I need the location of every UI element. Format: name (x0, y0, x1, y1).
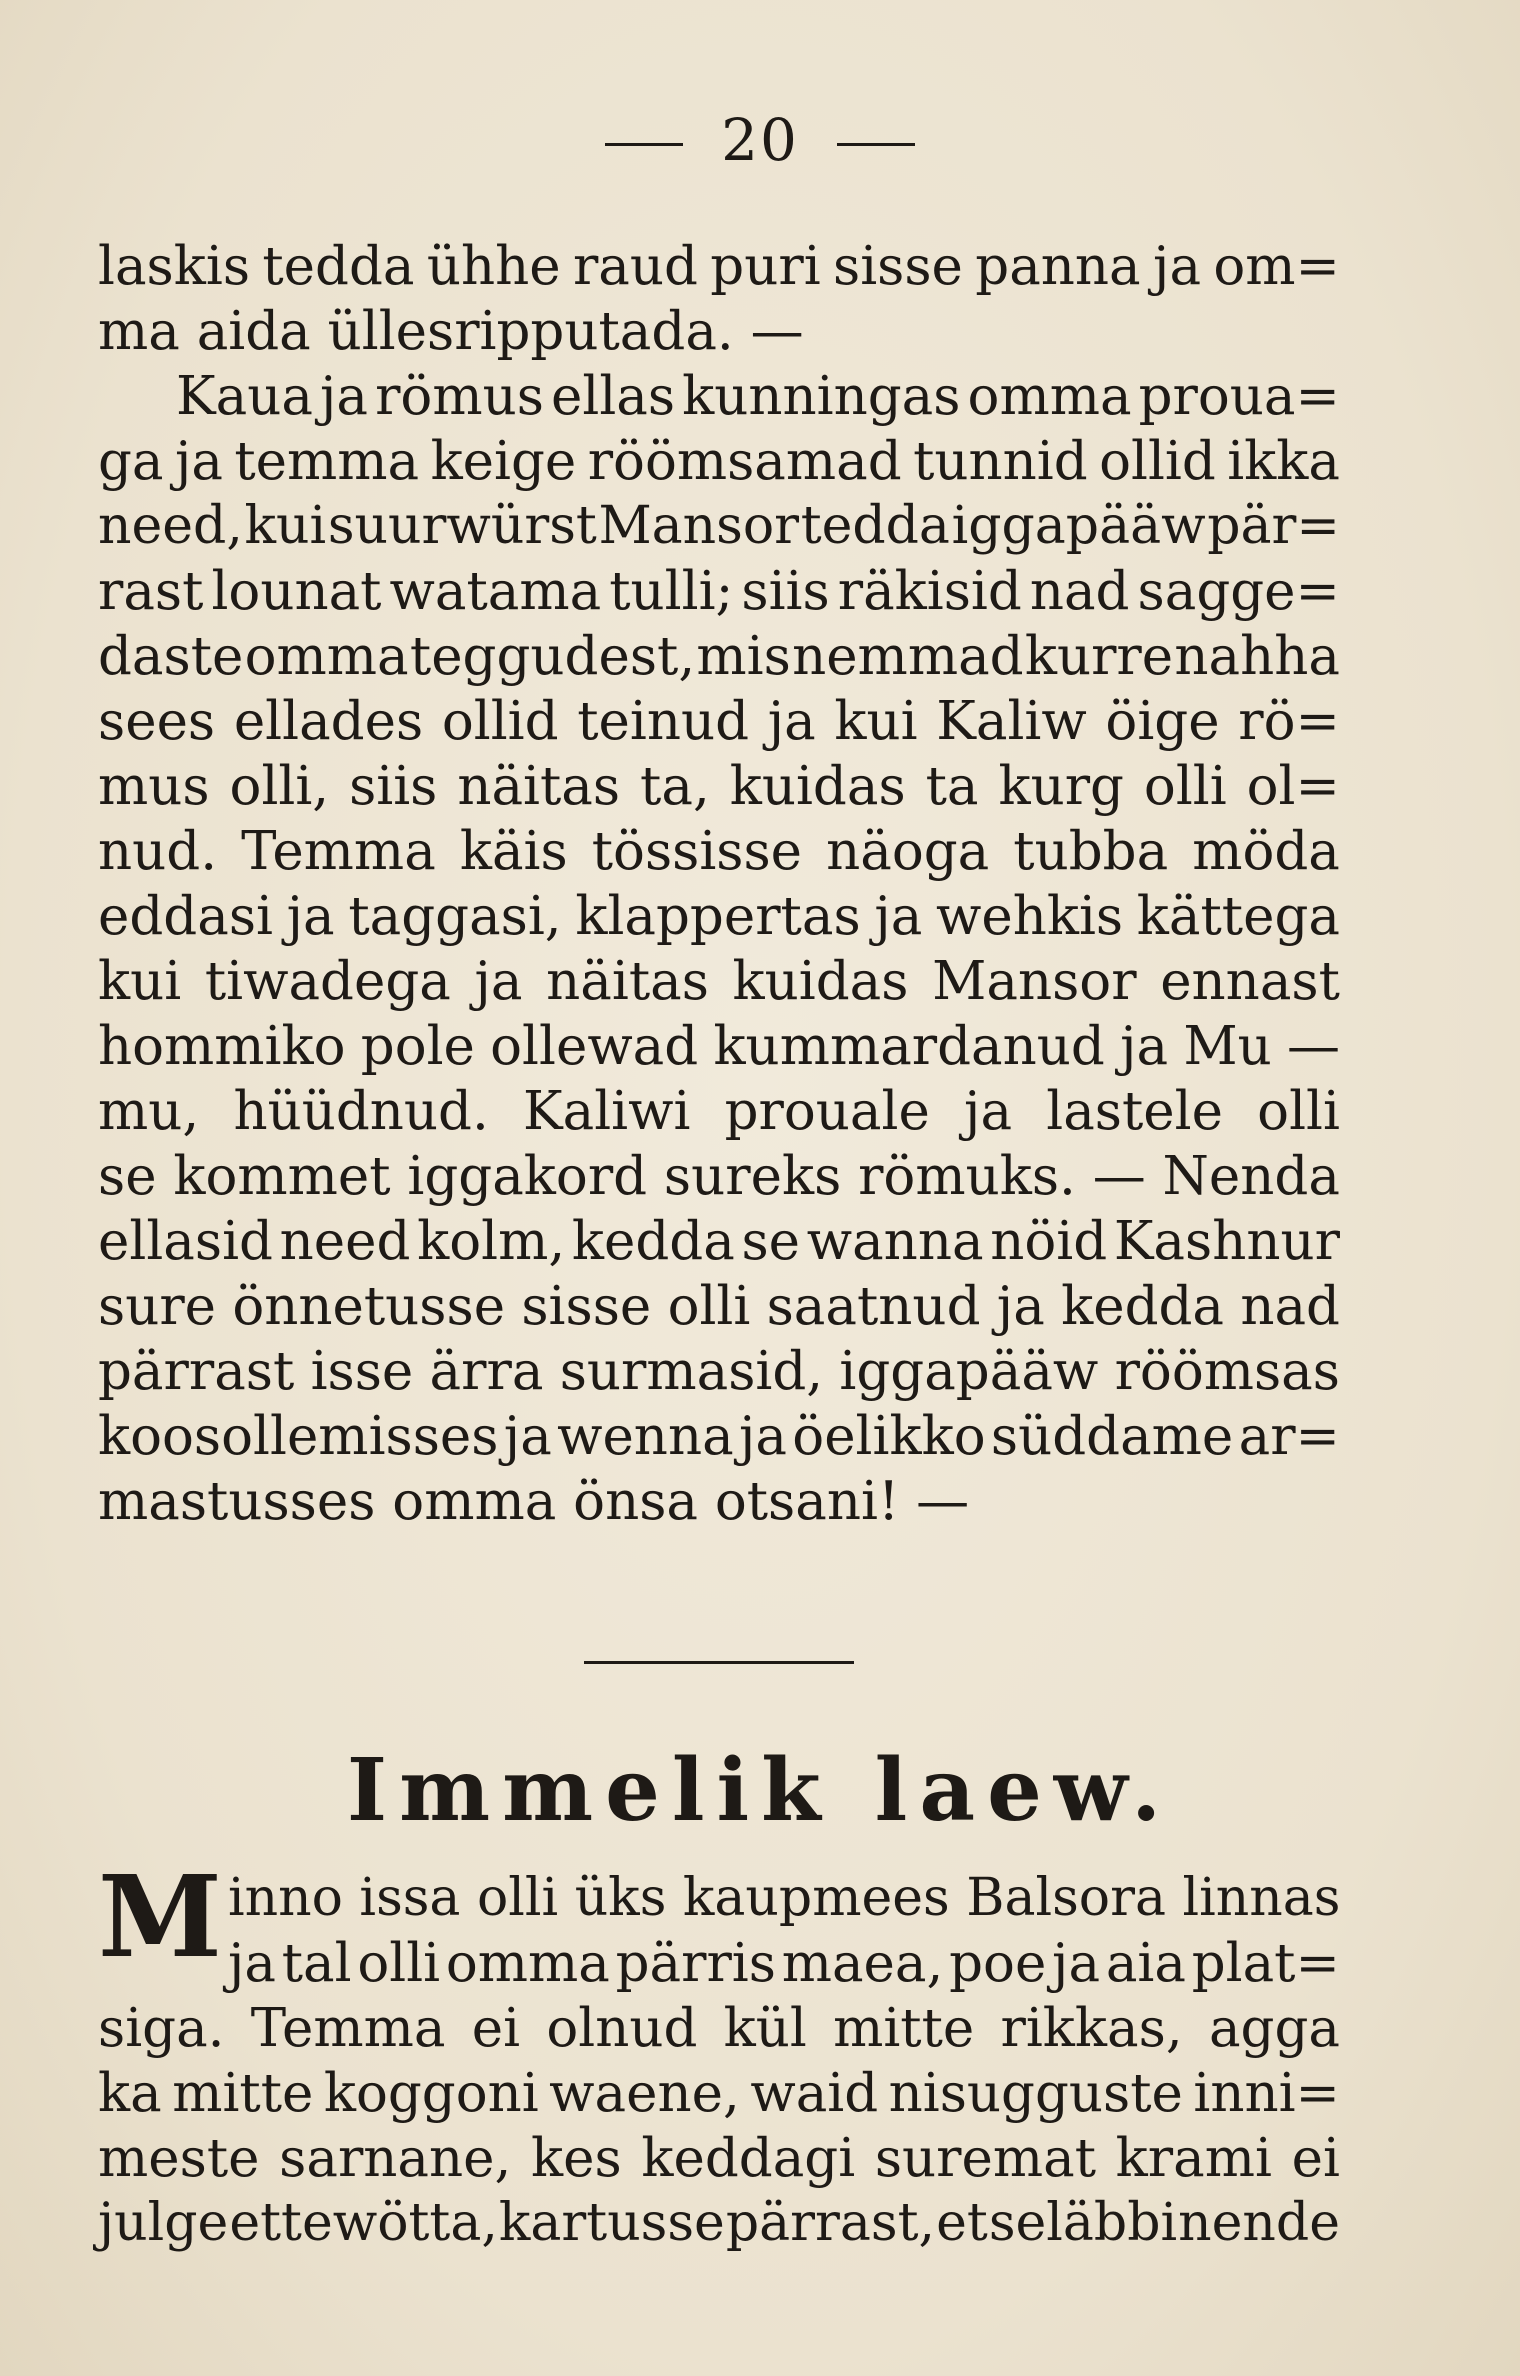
text-line: mu, hüüdnud. Kaliwi prouale ja lastele olli (98, 1081, 1340, 1142)
text-line: inno issa olli üks kaupmees Balsora linnas (227, 1868, 1341, 1928)
text-line: need, kui suurwürst Mansor tedda iggapääw pär= (98, 496, 1340, 556)
left-dash (605, 143, 683, 146)
section-divider (584, 1661, 854, 1664)
text-line: pärrast isse ärra surmasid, iggapääw röömsas (98, 1341, 1340, 1402)
text-line: hommiko pole ollewad kummardanud ja Mu — (98, 1016, 1340, 1077)
text-line: rast lounat watama tulli; siis räkisid nad sagge= (98, 561, 1340, 622)
text-line: daste omma teggudest, mis nemmad kurre nahha (98, 626, 1340, 687)
text-line: Kaua ja römus ellas kunningas omma proua= (176, 366, 1340, 427)
text-line: sees ellades ollid teinud ja kui Kaliw öige rö= (98, 691, 1340, 752)
text-line: laskis tedda ühhe raud puri sisse panna ja om= (98, 236, 1340, 297)
section-heading: Immelik laew. (346, 1740, 1174, 1841)
text-line: julge ettewötta, kartusse pärrast, et seläbbi nende (98, 2193, 1340, 2253)
text-line: ka mitte koggoni waene, waid nisugguste inni= (98, 2063, 1340, 2124)
text-line: ga ja temma keige röömsamad tunnid ollid ikka (98, 431, 1340, 492)
text-line: ma aida üllesripputada. — (98, 301, 804, 362)
text-line: mus olli, siis näitas ta, kuidas ta kurg olli ol= (98, 756, 1340, 817)
right-dash (837, 143, 915, 146)
text-block-bottom (98, 1852, 1341, 2256)
text-line: meste sarnane, kes keddagi suremat krami ei (98, 2128, 1340, 2189)
text-line: mastusses omma önsa otsani! — (98, 1471, 970, 1532)
text-line: kui tiwadega ja näitas kuidas Mansor ennast (98, 951, 1340, 1012)
text-line: ellasid need kolm, kedda se wanna nöid Kashnur (98, 1211, 1340, 1272)
text-line: nud. Temma käis tössisse näoga tubba möda (98, 821, 1340, 882)
text-line: eddasi ja taggasi, klappertas ja wehkis kättega (98, 886, 1340, 947)
text-block-top (98, 234, 1340, 1534)
text-line: se kommet iggakord sureks römuks. — Nenda (98, 1146, 1340, 1207)
page-number: 20 (721, 106, 799, 174)
text-line: siga. Temma ei olnud kül mitte rikkas, agga (98, 1998, 1340, 2059)
text-line: sure önnetusse sisse olli saatnud ja kedda nad (98, 1276, 1340, 1337)
text-line: koosollemisses ja wenna ja öelikko süddame ar= (98, 1406, 1340, 1467)
text-line: ja tal olli omma pärris maea, poe ja aia plat= (227, 1933, 1340, 1994)
page-number-header (0, 106, 1520, 174)
drop-cap: M (98, 1852, 222, 1983)
